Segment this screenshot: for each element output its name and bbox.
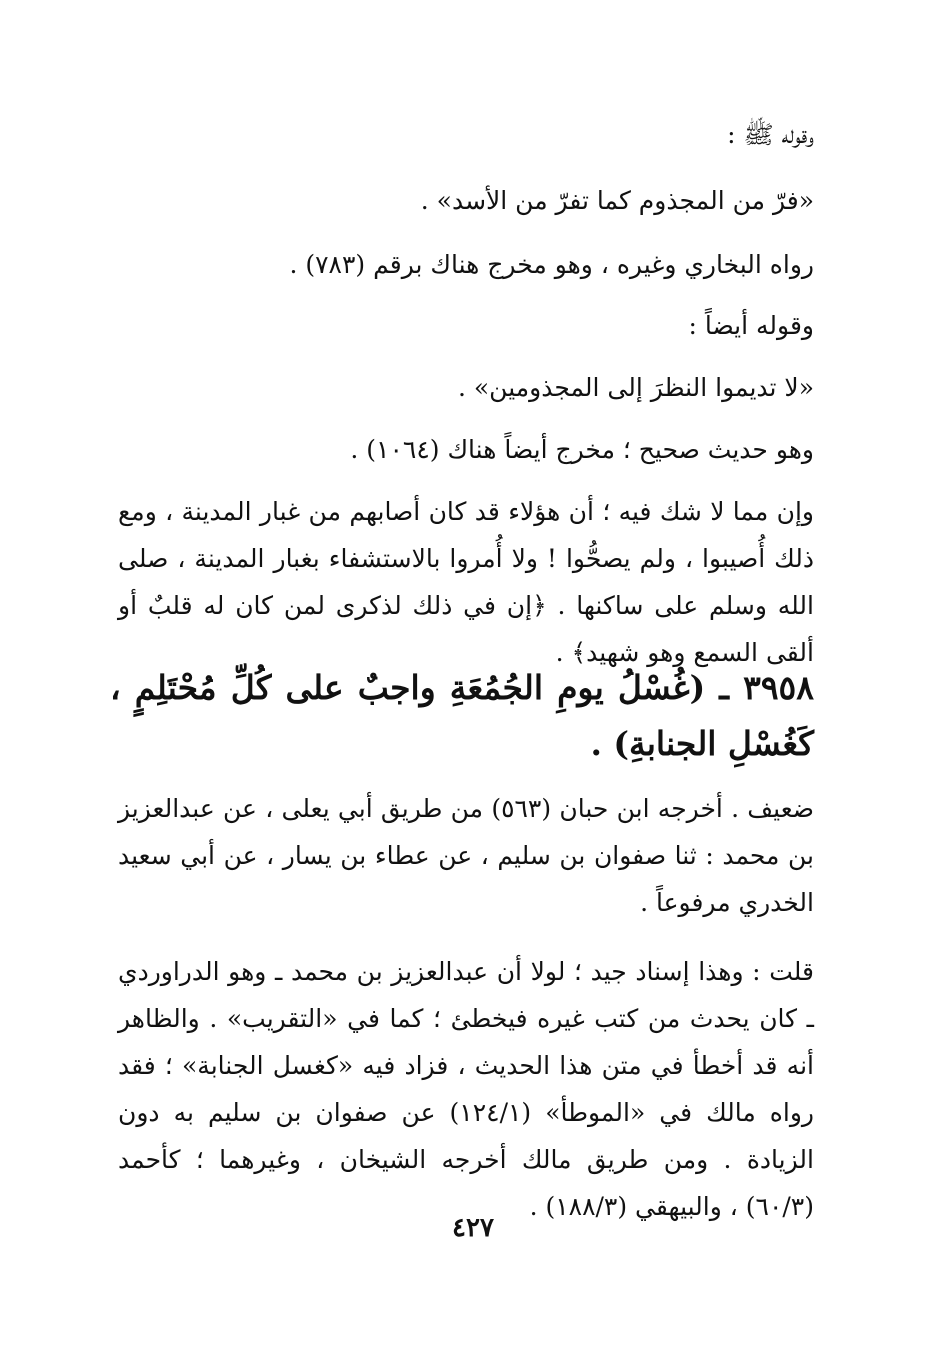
analysis-paragraph: قلت : وهذا إسناد جيد ؛ لولا أن عبدالعزيز بن محمد ـ وهو الدراوردي ـ كان يحدث من كتب غيره فيخطئ ؛ كما في «التقريب» . والظاهر أنه قد أخطأ في متن هذا الحديث ، فزاد فيه «كغسل الجنابة» ؛ فقد رواه مالك في «الموطأ» (١٢٤/١) عن صفوان بن سليم به دون الزيادة . ومن طريق مالك أخرجه الشيخان ، وغيرهما ؛ كأحمد (٦٠/٣) ، والبيهقي (١٨٨/٣) . (118, 957, 814, 1221)
page-number: ٤٢٧ (452, 1213, 494, 1243)
hadith-heading: ٣٩٥٨ ـ (غُسْلُ يومِ الجُمُعَةِ واجبٌ على كُلِّ مُحْتَلِمٍ ، كَغُسْلِ الجنابةِ) . (110, 668, 814, 763)
text-line: وقوله ﷺ : (727, 120, 814, 149)
text-line: وهو حديث صحيح ؛ مخرج أيضاً هناك (١٠٦٤) . (350, 435, 814, 464)
commentary-paragraph: وإن مما لا شك فيه ؛ أن هؤلاء قد كان أصابهم من غبار المدينة ، ومع ذلك أُصيبوا ، ولم يصحُّوا ! ولا أُمروا بالاستشفاء بغبار المدينة ، صلى الله وسلم على ساكنها . ﴿إن في ذلك لذكرى لمن كان له قلبٌ أو ألقى السمع وهو شهيد﴾ . (118, 497, 814, 667)
text-line: رواه البخاري وغيره ، وهو مخرج هناك برقم (٧٨٣) . (289, 250, 814, 279)
takhrij-paragraph: ضعيف . أخرجه ابن حبان (٥٦٣) من طريق أبي يعلى ، عن عبدالعزيز بن محمد : ثنا صفوان بن سليم ، عن عطاء بن يسار ، عن أبي سعيد الخدري مرفوعاً . (118, 794, 814, 917)
hadith-quote: «لا تديموا النظرَ إلى المجذومين» . (457, 373, 814, 402)
text-line: وقوله أيضاً : (688, 311, 814, 340)
hadith-quote: «فرّ من المجذوم كما تفرّ من الأسد» . (420, 186, 814, 215)
